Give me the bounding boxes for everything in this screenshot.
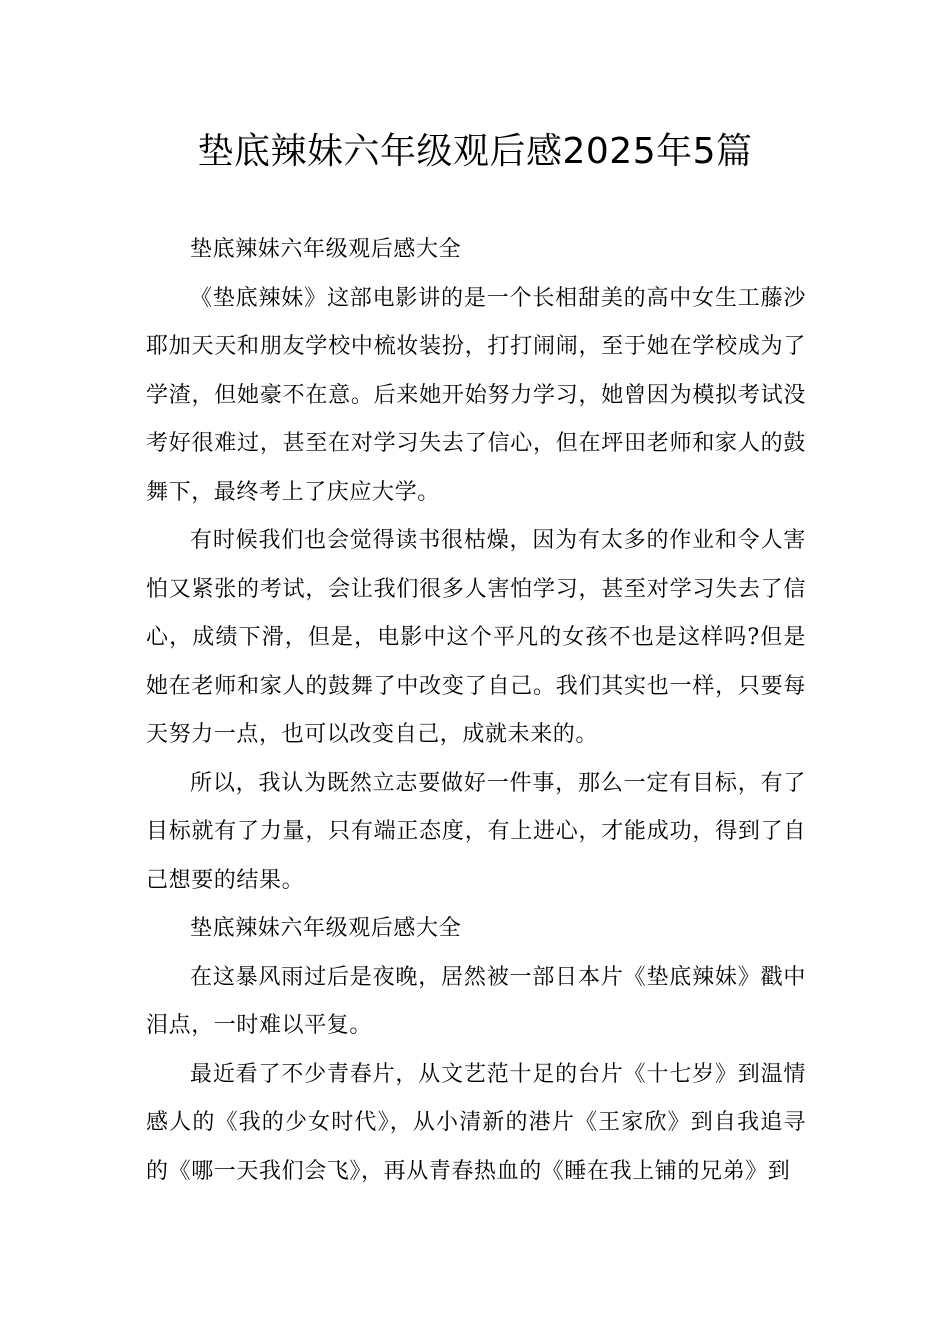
section-heading: 垫底辣妹六年级观后感大全 [190, 237, 462, 262]
body-paragraph: 《垫底辣妹》这部电影讲的是一个长相甜美的高中女生工藤沙耶加天天和朋友学校中梳妆装扮，打打闹闹，至于她在学校成为了学渣，但她豪不在意。后来她开始努力学习，她曾因为模拟考试没考好很难过，甚至在对学习失去了信心，但在坪田老师和家人的鼓舞下，最终考上了庆应大学。 [146, 285, 806, 505]
section-heading: 垫底辣妹六年级观后感大全 [190, 916, 462, 941]
document-title: 垫底辣妹六年级观后感2025年5篇 [197, 131, 753, 172]
body-paragraph: 有时候我们也会觉得读书很枯燥，因为有太多的作业和令人害怕又紧张的考试，会让我们很多人害怕学习，甚至对学习失去了信心，成绩下滑，但是，电影中这个平凡的女孩不也是这样吗?但是她在老师和家人的鼓舞了中改变了自己。我们其实也一样，只要每天努力一点，也可以改变自己，成就未来的。 [146, 528, 806, 747]
body-paragraph: 所以，我认为既然立志要做好一件事，那么一定有目标，有了目标就有了力量，只有端正态度，有上进心，才能成功，得到了自己想要的结果。 [146, 770, 806, 893]
body-paragraph: 最近看了不少青春片，从文艺范十足的台片《十七岁》到温情感人的《我的少女时代》，从小清新的港片《王家欣》到自我追寻的《哪一天我们会飞》，再从青春热血的《睡在我上铺的兄弟》到 [146, 1061, 806, 1184]
body-paragraph: 在这暴风雨过后是夜晚，居然被一部日本片《垫底辣妹》戳中泪点，一时难以平复。 [146, 964, 806, 1038]
document-body [146, 226, 806, 1196]
